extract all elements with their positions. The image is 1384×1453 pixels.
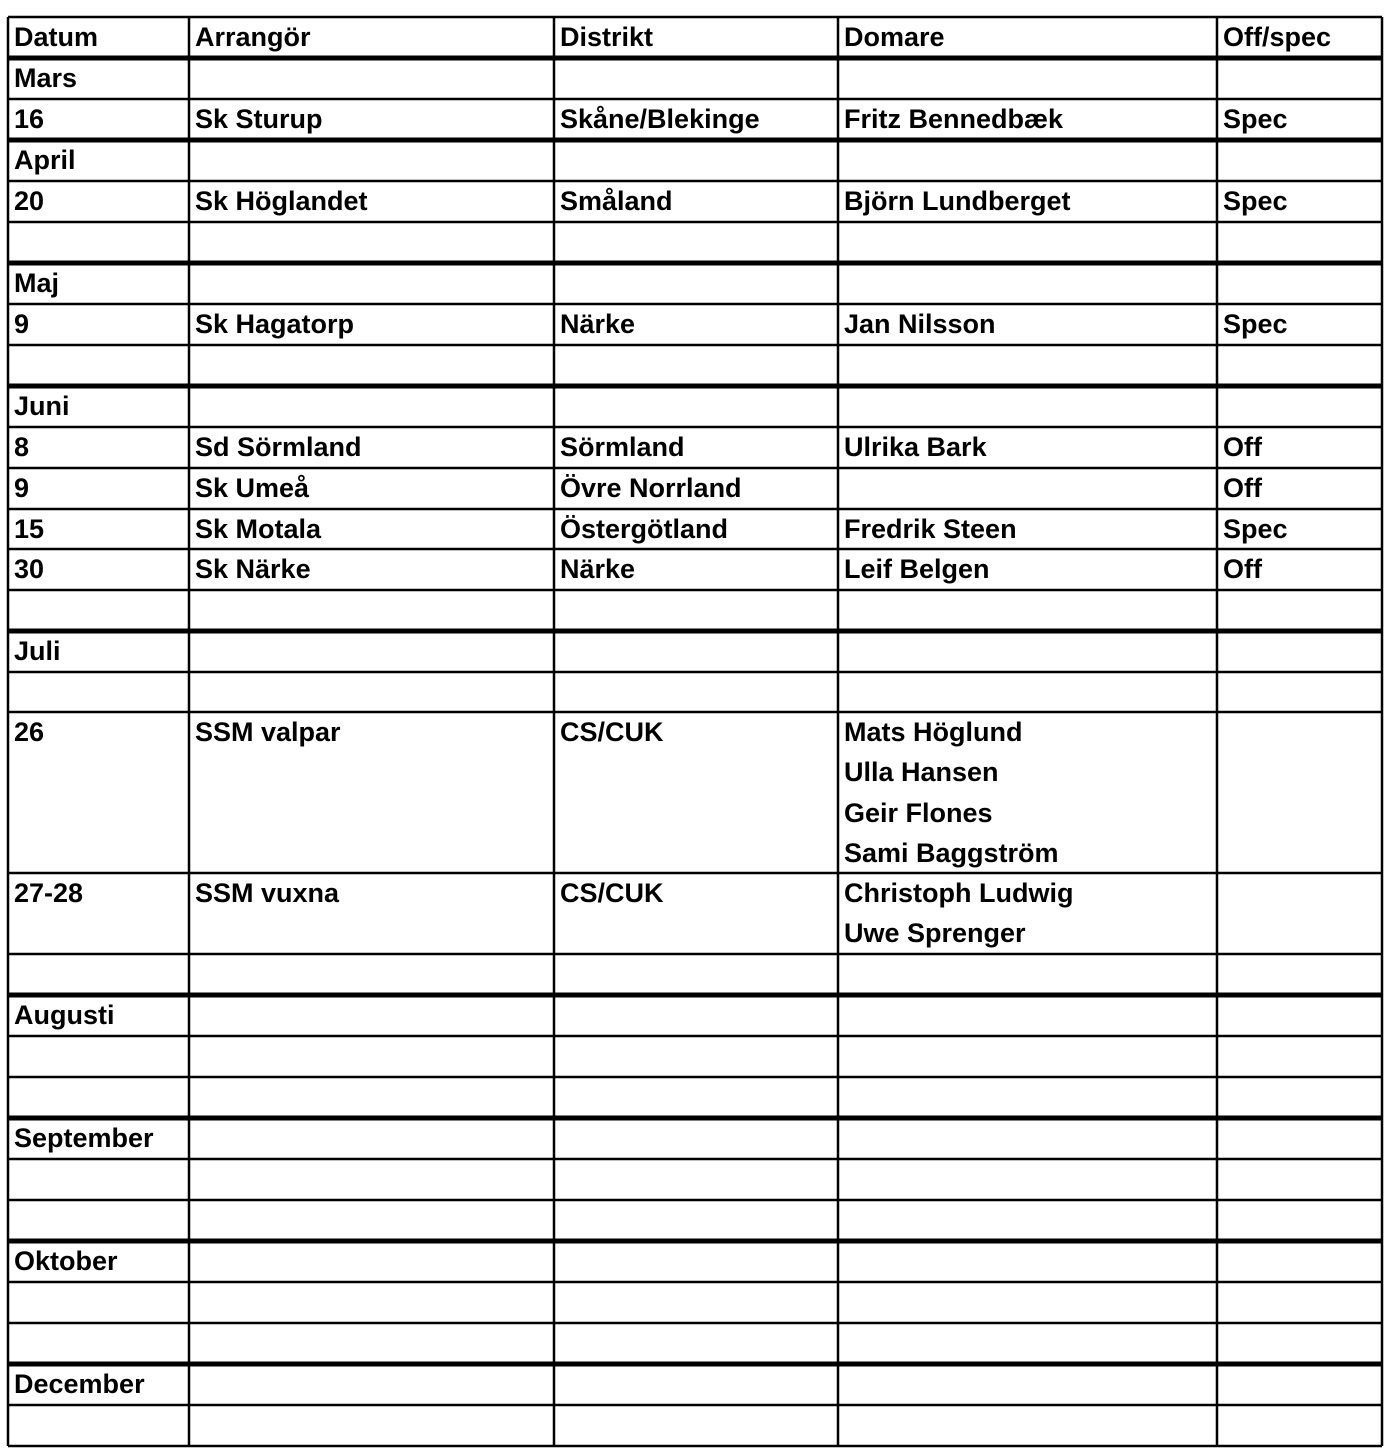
date-cell: 9 (14, 473, 30, 503)
date-cell: 20 (14, 186, 45, 216)
month-heading: December (14, 1369, 145, 1399)
date-cell: 8 (14, 432, 30, 462)
month-heading: Juli (14, 636, 61, 666)
date-cell: 30 (14, 554, 45, 584)
judge-name: Jan Nilsson (844, 309, 996, 339)
organizer-cell: Sk Sturup (195, 104, 323, 134)
offspec-cell: Spec (1223, 514, 1288, 544)
organizer-cell: SSM vuxna (195, 878, 340, 908)
district-cell: Skåne/Blekinge (560, 104, 760, 134)
judge-name: Fritz Bennedbæk (844, 104, 1064, 134)
offspec-cell: Spec (1223, 309, 1288, 339)
column-header: Arrangör (195, 22, 311, 52)
judge-name: Björn Lundberget (844, 186, 1071, 216)
date-cell: 26 (14, 717, 45, 747)
judge-name: Sami Baggström (844, 837, 1059, 868)
month-heading: Mars (14, 63, 78, 93)
judge-name: Geir Flones (844, 797, 993, 828)
district-cell: Småland (560, 186, 673, 216)
organizer-cell: Sk Hagatorp (195, 309, 355, 339)
district-cell: Östergötland (560, 514, 729, 544)
organizer-cell: Sd Sörmland (195, 432, 362, 462)
offspec-cell: Off (1223, 473, 1262, 503)
month-heading: September (14, 1123, 154, 1153)
organizer-cell: Sk Höglandet (195, 186, 368, 216)
offspec-cell: Spec (1223, 186, 1288, 216)
date-cell: 9 (14, 309, 30, 339)
judge-name: Ulrika Bark (844, 432, 987, 462)
offspec-cell: Off (1223, 554, 1262, 584)
organizer-cell: SSM valpar (195, 717, 341, 747)
month-heading: Oktober (14, 1246, 118, 1276)
offspec-cell: Off (1223, 432, 1262, 462)
judge-name: Leif Belgen (844, 554, 990, 584)
date-cell: 16 (14, 104, 45, 134)
judge-name: Mats Höglund (844, 717, 1023, 747)
judge-name: Fredrik Steen (844, 514, 1017, 544)
date-cell: 15 (14, 514, 45, 544)
column-header: Domare (844, 22, 945, 52)
district-cell: CS/CUK (560, 717, 664, 747)
district-cell: Övre Norrland (560, 473, 742, 503)
month-heading: Juni (14, 391, 70, 421)
offspec-cell: Spec (1223, 104, 1288, 134)
judge-name: Christoph Ludwig (844, 878, 1074, 908)
column-header: Distrikt (560, 22, 654, 52)
column-header: Datum (14, 22, 99, 52)
district-cell: Sörmland (560, 432, 685, 462)
month-heading: Augusti (14, 1000, 115, 1030)
date-cell: 27-28 (14, 878, 84, 908)
district-cell: Närke (560, 554, 636, 584)
judge-name: Uwe Sprenger (844, 918, 1026, 949)
organizer-cell: Sk Motala (195, 514, 322, 544)
organizer-cell: Sk Närke (195, 554, 311, 584)
district-cell: CS/CUK (560, 878, 664, 908)
district-cell: Närke (560, 309, 636, 339)
column-header: Off/spec (1223, 22, 1332, 52)
month-heading: Maj (14, 268, 60, 298)
month-heading: April (14, 145, 76, 175)
judge-name: Ulla Hansen (844, 757, 999, 788)
organizer-cell: Sk Umeå (195, 473, 310, 503)
